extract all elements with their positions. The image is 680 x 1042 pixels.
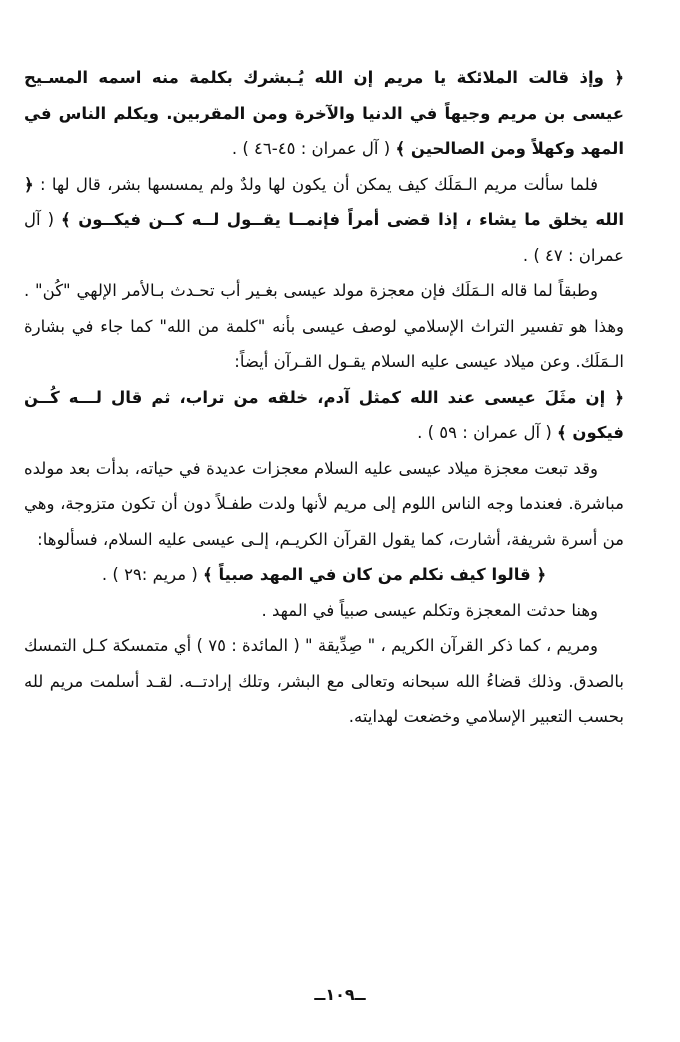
quran-quote: ﴿ الله يخلق ما يشاء ، إذا قضى أمراً فإنمــا يقــول لــه كــن فيكــون ﴾ bbox=[24, 174, 625, 229]
paragraph-8: ومريم ، كما ذكر القرآن الكريم ، " صِدِّيقة " ( المائدة : ٧٥ ) أي متمسكة كـل التمسك بالصدق. وذلك قضاءُ الله سبحانه وتعالى مع البشر، وتلك إرادتــه. لقـد أسلمت مريم لله بحسب التعبير الإسلامي وخضعت لهدايته. bbox=[24, 636, 624, 726]
paragraph-7: وهنا حدثت المعجزة وتكلم عيسى صبياً في المهد . bbox=[261, 600, 598, 620]
paragraph-lead: فلما سألت مريم الـمَلَك كيف يمكن أن يكون لها ولدٌ ولم يمسسها بشر، قال لها : bbox=[33, 174, 598, 194]
page-body bbox=[24, 60, 624, 735]
quran-quote: ﴿ إن مثَلَ عيسى عند الله كمثل آدم، خلقه من تراب، ثم قال لـــه كُــن فيكون ﴾ bbox=[24, 387, 624, 442]
verse-citation: ( آل عمران : ٤٧ ) . bbox=[24, 210, 624, 265]
page-number: ــ١٠٩ــ bbox=[314, 985, 366, 1004]
paragraph-quran-verse-2 bbox=[24, 380, 624, 451]
paragraph-3: وطبقاً لما قاله الـمَلَك فإن معجزة مولد عيسى بغـير أب تحـدث بـالأمر الإلهي "كُن" . وهذا هو تفسير التراث الإسلامي لوصف عيسى بأنه "كلمة من الله" كما جاء في بشارة الـمَلَك. وعن ميلاد عيسى عليه السلام يقـول القـرآن أيضاً: bbox=[24, 281, 624, 371]
verse-citation: ( آل عمران : ٤٥-٤٦ ) . bbox=[231, 139, 396, 158]
quran-quote: ﴿ قالوا كيف نكلم من كان في المهد صبياً ﴾ bbox=[203, 565, 547, 584]
paragraph-quran-verse-1 bbox=[24, 60, 624, 167]
quran-quote: ﴿ وإذ قالت الملائكة يا مريم إن الله يُـبشرك بكلمة منه اسمه المسـيح عيسى بن مريم وجيهاً في الدنيا والآخرة ومن المقربين. ويكلم الناس في المهد وكهلاً ومن الصالحين ﴾ bbox=[24, 68, 624, 158]
verse-citation: ( مريم :٢٩ ) . bbox=[101, 565, 204, 584]
verse-citation: ( آل عمران : ٥٩ ) . bbox=[417, 423, 558, 442]
paragraph-5: وقد تبعت معجزة ميلاد عيسى عليه السلام معجزات عديدة في حياته، بدأت بعد مولده مباشرة. فعندما وجه الناس اللوم إلى مريم لأنها ولدت طفـلاً دون أن تكون متزوجة، وهي من أسرة شريفة، أشارت، كما يقول القرآن الكريـم، إلـى عيسى عليه السلام، فسألوها: bbox=[24, 458, 624, 549]
paragraph-quran-verse-3 bbox=[24, 557, 624, 593]
paragraph-2 bbox=[24, 167, 624, 274]
